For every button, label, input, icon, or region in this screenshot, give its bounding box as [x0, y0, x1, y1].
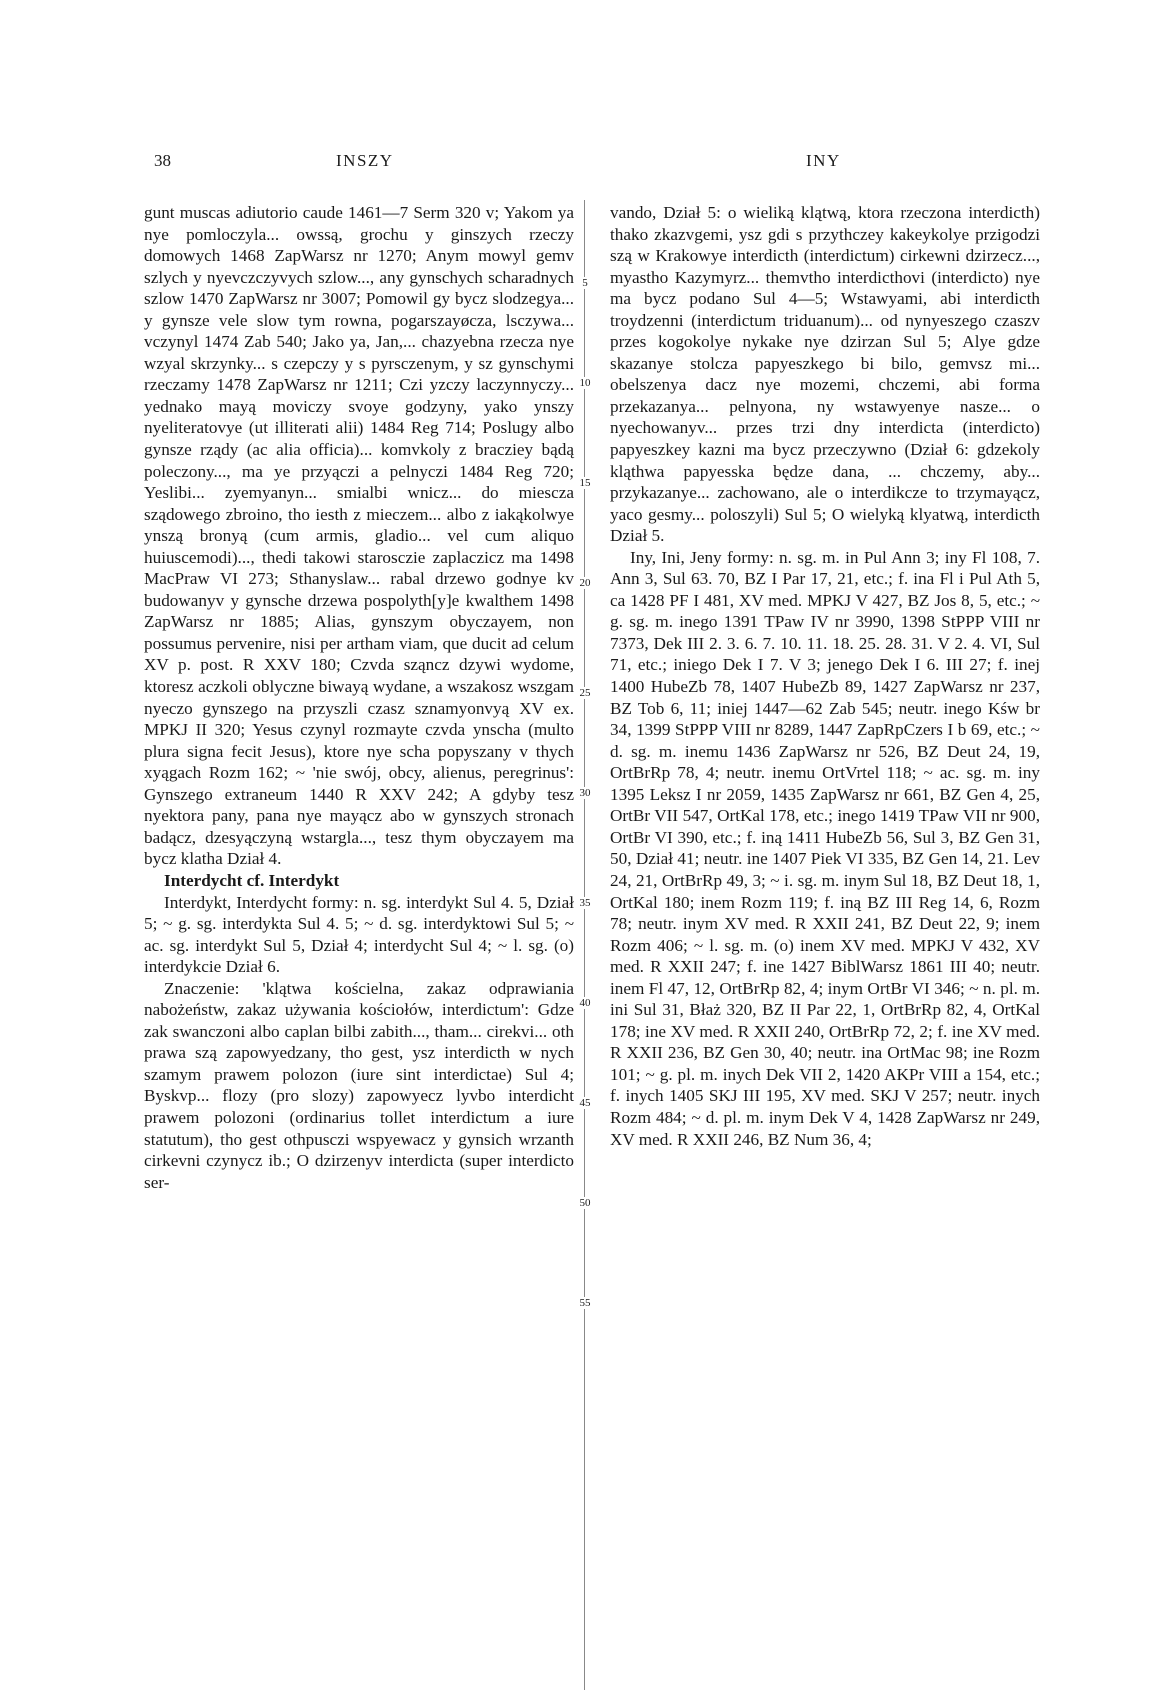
entry-continuation: gunt muscas adiutorio caude 1461—7 Serm 320 v; Yakom ya nye pomloczyla... owssą, grochu y ginszych rzeczy domowych 1468 ZapWarsz nr 1270; Anym mowyl gemv szlych y nyevczczyvych szlow..., any gynschych scharadnych szlow 1470 ZapWarsz nr 3007; Pomowil gy bycz slodzegya... y gynsze vele slow tym rowna, pogarszayøcza, lsczywa... vczynyl 1474 Zab 540; Jako ya, Jan,... chazyebna rzecza nye wzyal skrzynky... s czepczy y s pyrsczenym, y sz gynschymi rzeczamy 1478 ZapWarsz nr 1211; Czi yzczy laczynnyczy... yednako mayą moviczy svoye godzyny, yako ynszy nyeliteratovye (ut illiterati alii) 1484 Reg 714; Poslugy albo gynsze rządy (ac alia officia)... komvkoly z bracziey bądą poleczony..., ma ye przyączi a pelnyczi 1484 Reg 720; Yeslibi... zyemyanyn... smialbi wnicz... do miescza sządowego zbroino, tho iesth z mieczem... albo z iakąkolwye ynszą bronyą (cum armis, gladio... vel cum aliquo huiuscemodi)..., thedi takowi starosczie zaplaczicz ma 1498 MacPraw VI 273; Sthanyslaw... rabal drzewo godnye kv budowanyv y gynsche drzewa pospolyth[y]e kwalthem 1498 ZapWarsz nr 1885; Alias, gynszym obyczayem, non possumus pervenire, nisi per artham viam, que ducit ad celum XV p. post. R XXV 180; Czvda sząncz dzywi wydome, ktoresz aczkoli oblyczne biwayą wydane, a wszakosz wszgam nyeczo gynszego na przyszli czasz sznamyonvyą XV ex. MPKJ II 320; Yesus czynyl rozmayte czvda ynscha (multo plura signa fecit Jesus), ktore nye scha popyszany v thych xyągach Rozm 162; ~ 'nie swój, obcy, alienus, peregrinus': Gynszego extraneum 1440 R XXV 242; A gdyby tesz nyektora pany, pana nye mayącz abo w gynszych stronach badącz, dzesyączyną wstargla..., tesz thym obyczayem ma bycz klatha Dział 4.	[144, 203, 574, 869]
line-number: 55	[574, 1297, 596, 1309]
right-column	[610, 202, 1040, 1150]
line-number: 45	[574, 1097, 596, 1109]
line-number: 15	[574, 477, 596, 489]
line-number: 30	[574, 787, 596, 799]
line-number: 10	[574, 377, 596, 389]
line-number: 50	[574, 1197, 596, 1209]
entry-interdykt-meaning: Znaczenie: 'klątwa kościelna, zakaz odprawiania nabożeństw, zakaz używania kościołów, interdictum': Gdze zak swanczoni albo caplan bilbi zabith..., tham... cirekvi... oth prawa szą zapowyedzany, tho gest, ysz interdicth w nych szamym prawem polozon (iure sint interdictae) Sul 4; Byskvp... flozy (pro slozy) zapowyecz lyvbo interdicht prawem polozoni (ordinarius tollet interdictum a iure statutum), tho gest othpusczi wspyewacz y gynsich wrzanth cirkevni czynycz ib.; O dzirzenyv interdicta (super interdicto ser-	[144, 978, 574, 1192]
entry-interdykt-continuation: vando, Dział 5: o wieliką klątwą, ktora rzeczona interdicth) thako zkazvgemi, ysz gdi s przythczey kakeykolye przigodzi szą w Krakowye interdicth (interdictum) cirkewni dzirzecz..., myastho Kazymyrz... themvtho interdicthovi (interdicto) nye ma bycz podano Sul 4—5; Wstawyami, abi interdicth troydzenni (interdictum triduanum)... od nynyeszego czaszv przes kogokolye nykake nye dzirzan Sul 5; Alye gdze skazanye stolcza papyeszkego bi bilo, gemvsz mi... obelszenya dacz nye mozemi, chczemi, abi forma przekazanya... pelnyona, ny wstawyenye nasze... o nyechowanyv... przes trzi dny interdicta (interdicto) papyeszkey kazni ma bycz przeczywno (Dział 6: gdzekoly kląthwa papyesska będze dana, ... chczemy, aby... przykazanye... zachowano, ale o interdikcze to trzymayącz, yaco gesmy... poloszyli) Sul 5; O wielyką klyatwą, interdicth Dział 5.	[610, 203, 1040, 546]
left-column	[144, 202, 574, 1193]
line-number: 5	[574, 277, 596, 289]
line-number: 35	[574, 897, 596, 909]
column-divider	[584, 200, 585, 1690]
running-head-left: INSZY	[336, 151, 394, 170]
line-number: 20	[574, 577, 596, 589]
line-number: 40	[574, 997, 596, 1009]
entry-iny-forms: Iny, Ini, Jeny formy: n. sg. m. in Pul Ann 3; iny Fl 108, 7. Ann 3, Sul 63. 70, BZ I Par 17, 21, etc.; f. ina Fl i Pul Ath 5, ca 1428 PF I 481, XV med. MPKJ V 427, BZ Jos 8, 5, etc.; ~ g. sg. m. inego 1391 TPaw IV nr 3990, 1398 StPPP VIII nr 7373, Dek III 2. 3. 6. 7. 10. 11. 18. 25. 28. 31. V 2. 4. VI, Sul 71, etc.; iniego Dek I 7. V 3; jenego Dek I 6. III 27; f. inej 1400 HubeZb 78, 1407 HubeZb 89, 1427 ZapWarsz nr 237, BZ Tob 6, 11; iniej 1447—62 Zab 545; neutr. inego Kśw br 34, 1399 StPPP VIII nr 8289, 1447 ZapRpCzers I b 69, etc.; ~ d. sg. m. inemu 1436 ZapWarsz nr 526, BZ Deut 24, 19, OrtBrRp 78, 4; neutr. inemu OrtVrtel 118; ~ ac. sg. m. iny 1395 Leksz I nr 2059, 1435 ZapWarsz nr 661, BZ Gen 4, 25, OrtBr VII 547, OrtKal 178, etc.; inego 1419 TPaw VII nr 900, OrtBr VI 390, etc.; f. iną 1411 HubeZb 56, Sul 3, BZ Gen 31, 50, Dział 41; neutr. ine 1407 Piek VI 335, BZ Gen 14, 21. Lev 24, 21, OrtBrRp 49, 3; ~ i. sg. m. inym Sul 18, BZ Deut 18, 1, OrtKal 180; inem Rozm 119; f. iną BZ III Reg 14, 6, Rozm 78; neutr. inym XV med. R XXII 241, BZ Deut 22, 9; inem Rozm 406; ~ l. sg. m. (o) inem XV med. MPKJ V 432, XV med. R XXII 247; f. ine 1427 BiblWarsz 1861 III 40; neutr. inem Fl 47, 12, OrtBrRp 82, 4; inym OrtBr VI 346; ~ n. pl. m. ini Sul 31, Błaż 320, BZ II Par 22, 1, OrtBrRp 82, 4, OrtKal 178; ine XV med. R XXII 240, OrtBrRp 72, 2; f. ine XV med. R XXII 236, BZ Gen 30, 40; neutr. ina OrtMac 98; ine Rozm 101; ~ g. pl. m. inych Dek VII 2, 1420 AKPr VIII a 154, etc.; f. inych 1405 SKJ III 195, XV med. SKJ V 257; neutr. inych Rozm 484; ~ d. pl. m. inym Dek V 4, 1428 ZapWarsz nr 249, XV med. R XXII 246, BZ Num 36, 4;	[610, 547, 1040, 1149]
entry-crossref-interdycht: Interdycht cf. Interdykt	[164, 870, 340, 890]
running-head-right: INY	[806, 151, 841, 170]
line-number: 25	[574, 687, 596, 699]
entry-interdykt-forms: Interdykt, Interdycht formy: n. sg. interdykt Sul 4. 5, Dział 5; ~ g. sg. interdykta Sul 4. 5; ~ d. sg. interdyktowi Sul 5; ~ ac. sg. interdykt Sul 5, Dział 4; interdycht Sul 4; ~ l. sg. (o) interdykcie Dział 6.	[144, 892, 574, 977]
page-number: 38	[154, 151, 171, 170]
